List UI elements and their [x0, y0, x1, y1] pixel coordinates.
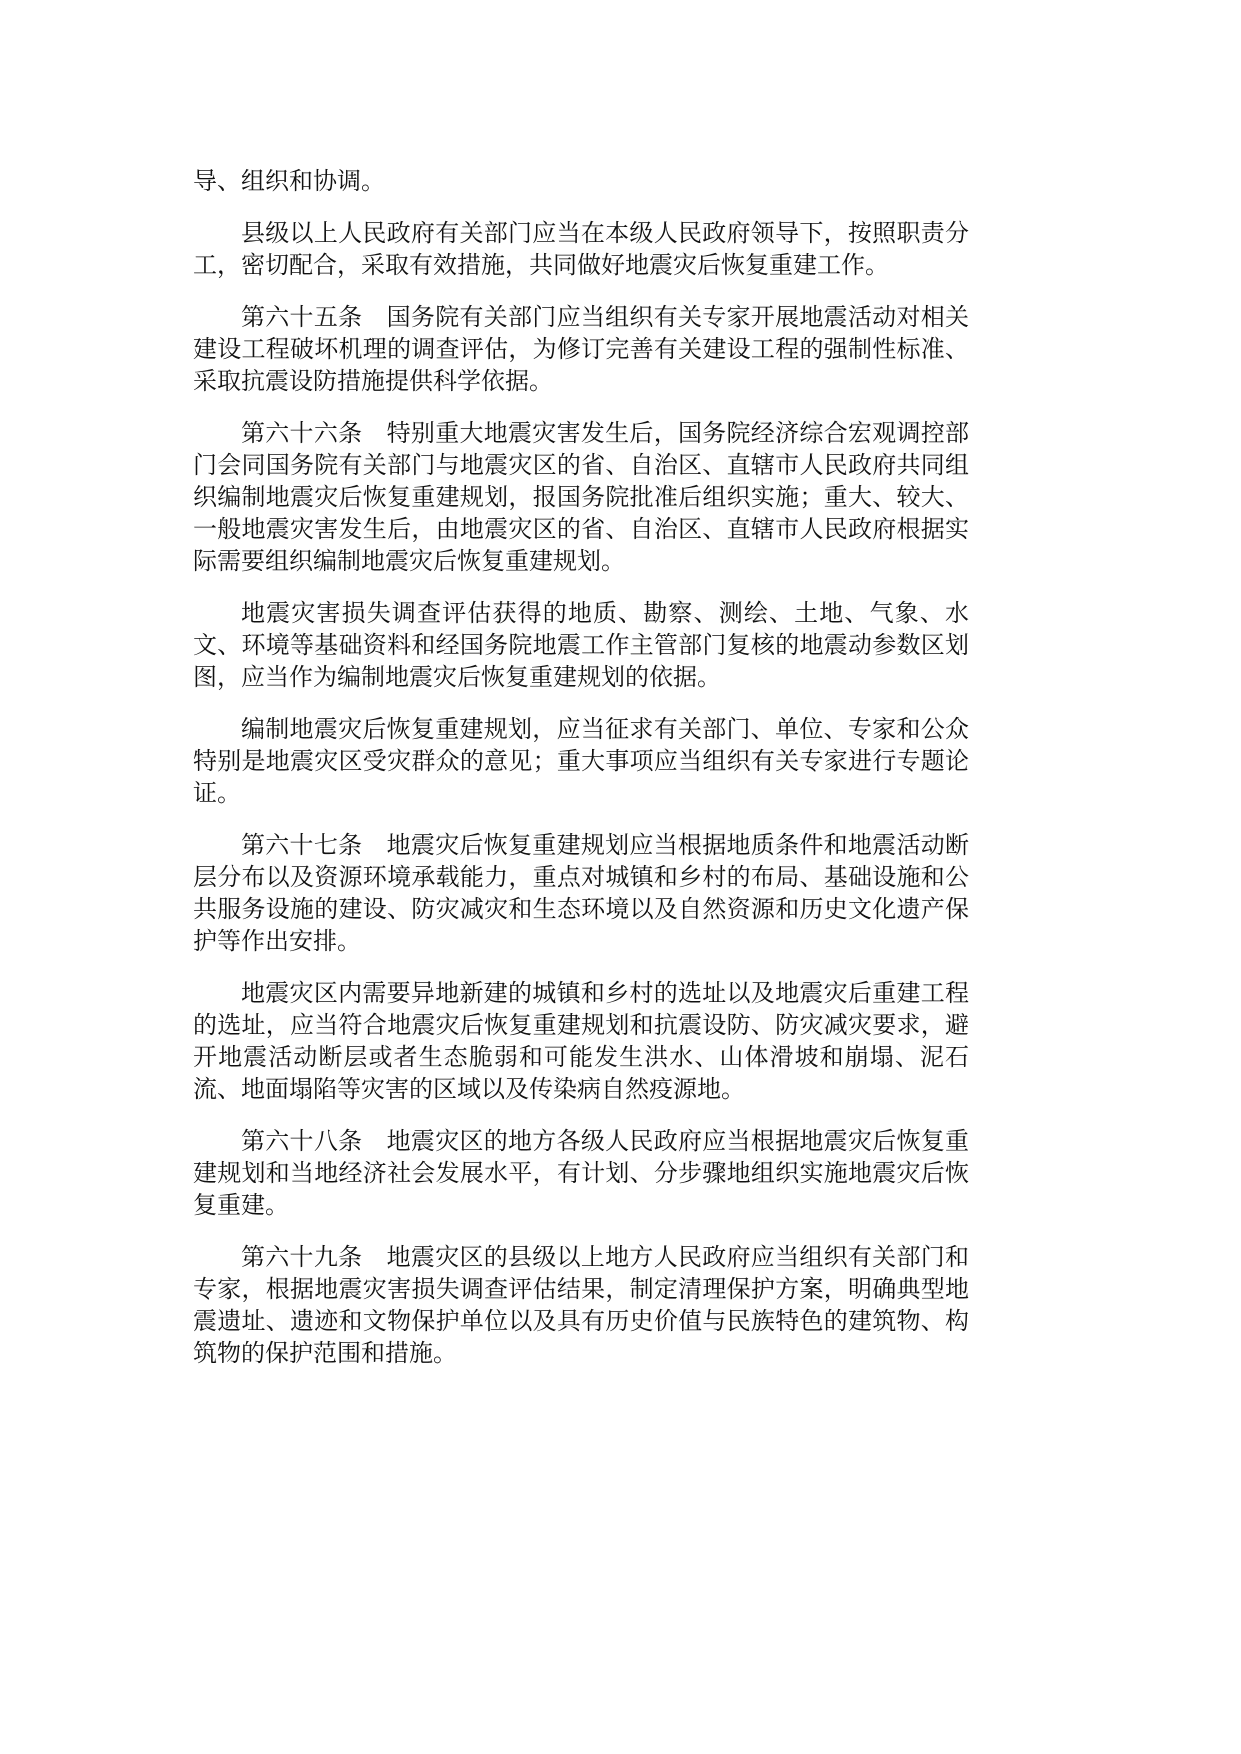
paragraph-article-66: 第六十六条 特别重大地震灾害发生后，国务院经济综合宏观调控部门会同国务院有关部门与地震灾区的省、自治区、直辖市人民政府共同组织编制地震灾后恢复重建规划，报国务院批准后组织实施；重大、较大、一般地震灾害发生后，由地震灾区的省、自治区、直辖市人民政府根据实际需要组织编制地震灾后恢复重建规划。 — [193, 421, 969, 575]
paragraph-continuation: 导、组织和协调。 — [193, 169, 385, 195]
paragraph-article-65: 第六十五条 国务院有关部门应当组织有关专家开展地震活动对相关建设工程破坏机理的调查评估，为修订完善有关建设工程的强制性标准、采取抗震设防措施提供科学依据。 — [193, 305, 969, 395]
paragraph: 编制地震灾后恢复重建规划，应当征求有关部门、单位、专家和公众特别是地震灾区受灾群众的意见；重大事项应当组织有关专家进行专题论证。 — [193, 717, 969, 807]
paragraph-article-69: 第六十九条 地震灾区的县级以上地方人民政府应当组织有关部门和专家，根据地震灾害损失调查评估结果，制定清理保护方案，明确典型地震遗址、遗迹和文物保护单位以及具有历史价值与民族特色的建筑物、构筑物的保护范围和措施。 — [193, 1245, 969, 1367]
text-block — [193, 166, 969, 1370]
paragraph-article-68: 第六十八条 地震灾区的地方各级人民政府应当根据地震灾后恢复重建规划和当地经济社会发展水平，有计划、分步骤地组织实施地震灾后恢复重建。 — [193, 1129, 969, 1219]
paragraph: 地震灾害损失调查评估获得的地质、勘察、测绘、土地、气象、水文、环境等基础资料和经国务院地震工作主管部门复核的地震动参数区划图，应当作为编制地震灾后恢复重建规划的依据。 — [193, 601, 969, 691]
paragraph: 县级以上人民政府有关部门应当在本级人民政府领导下，按照职责分工，密切配合，采取有效措施，共同做好地震灾后恢复重建工作。 — [193, 221, 969, 279]
paragraph-article-67: 第六十七条 地震灾后恢复重建规划应当根据地质条件和地震活动断层分布以及资源环境承载能力，重点对城镇和乡村的布局、基础设施和公共服务设施的建设、防灾减灾和生态环境以及自然资源和历史文化遗产保护等作出安排。 — [193, 833, 969, 955]
paragraph: 地震灾区内需要异地新建的城镇和乡村的选址以及地震灾后重建工程的选址，应当符合地震灾后恢复重建规划和抗震设防、防灾减灾要求，避开地震活动断层或者生态脆弱和可能发生洪水、山体滑坡和崩塌、泥石流、地面塌陷等灾害的区域以及传染病自然疫源地。 — [193, 981, 969, 1103]
